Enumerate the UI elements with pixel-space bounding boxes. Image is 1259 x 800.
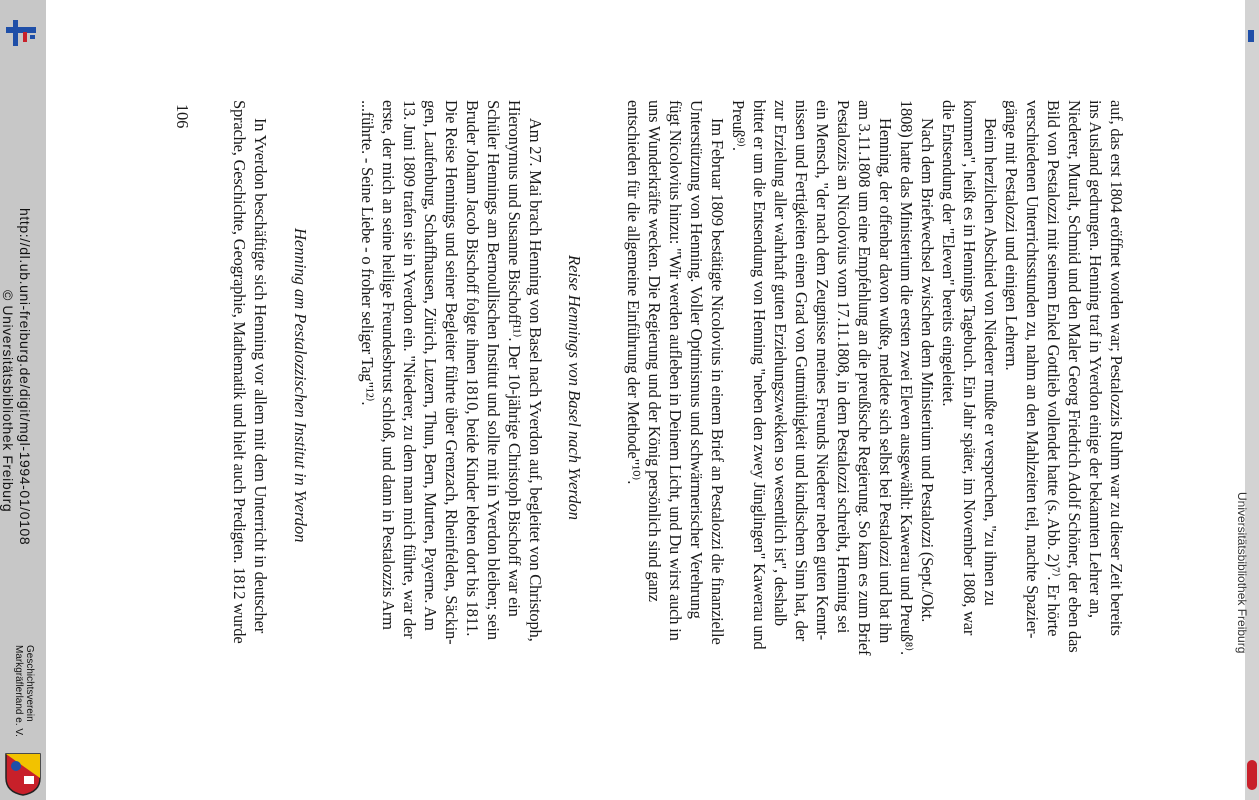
text-line: Die Reise Hennings und seiner Begleiter führte über Grenzach, Rheinfelden, Säckin- xyxy=(442,100,461,645)
text-line: Schüler Hennings am Bernoullischen Institut und sollte mit in Yverdon bleiben; sein xyxy=(484,100,503,640)
text-line: Bruder Johann Jacob Bischoff folgte ihnen 1810, beide Kinder lebten dort bis 1811. xyxy=(463,100,482,637)
text-line: Am 27. Mai brach Henning von Basel nach Yverdon auf, begleitet von Christoph, xyxy=(526,118,545,642)
text-line: Henning, der offenbar davon wußte, meldete sich selbst bei Pestalozzi und bat ihn xyxy=(876,118,895,644)
section-heading: Reise Hennings von Basel nach Yverdon xyxy=(565,255,584,521)
crest-logo-icon xyxy=(4,752,42,796)
page-number: 106 xyxy=(173,104,192,129)
text-line: nissen und Fertigkeiten einen Grad von Gutmüthigkeit und kindischem Sinn hat, der xyxy=(792,100,811,642)
library-logo-icon xyxy=(6,18,36,48)
text-line: Beim herzlichen Abschied von Niederer mußte er versprechen, "zu ihnen zu xyxy=(981,118,1000,606)
source-url[interactable]: http://dl.ub.uni-freiburg.de/digit/mgl-1994-01/0108 xyxy=(17,208,33,546)
text-line: ...führte. - Seine Liebe - o froher seliger Tag"¹²⁾. xyxy=(358,100,377,406)
text-line: die Entsendung der "Eleven" bereits eingeleitet. xyxy=(939,100,958,407)
text-line: gen, Laufenburg, Schaffhausen, Zürich, Luzern, Thun, Bern, Murten, Payerne. Am xyxy=(421,100,440,631)
society-name: Geschichtsverein xyxy=(24,645,35,722)
text-line: kommen", heißt es in Hennings Tagebuch. Ein Jahr später, im November 1808, war xyxy=(960,100,979,636)
text-line: gänge mit Pestalozzi und einigen Lehrern. xyxy=(1002,100,1021,371)
text-line: Nach dem Briefwechsel zwischen dem Ministerium und Pestalozzi (Sept./Okt. xyxy=(918,118,937,623)
copyright-notice: © Universitätsbibliothek Freiburg xyxy=(0,290,16,513)
text-line: ins Ausland gedrungen. Henning traf in Yverdon einige der bekannten Lehrer an, xyxy=(1086,100,1105,618)
text-line: entschieden für die allgemeine Einführung der Methode"¹⁰⁾. xyxy=(624,100,643,485)
text-line: Hieronymus und Susanne Bischoff¹¹⁾. Der 10-jährige Christoph Bischoff war ein xyxy=(505,100,524,617)
text-line: Pestalozzis an Nicolovius vom 17.11.1808, in dem Pestalozzi schreibt, Henning sei xyxy=(834,100,853,634)
text-line: Niederer, Muralt, Schmid und den Maler Georg Friedrich Adolf Schöner, der eben das xyxy=(1065,100,1084,653)
text-line: 1808) hatte das Ministerium die ersten zwei Eleven ausgewählt: Kawerau und Preuß⁸⁾. xyxy=(897,100,916,655)
text-line: fügt Nicolovius hinzu: "Wir werden aufleben in Deinem Licht, und Du wirst auch in xyxy=(666,100,685,641)
text-line: zur Erzielung aller wahrhaft guten Erziehungszwekken so wesentlich ist", deshalb xyxy=(771,100,790,626)
text-line: auf, das erst 1804 eröffnet worden war; Pestalozzis Ruhm war zu dieser Zeit bereits xyxy=(1107,100,1126,636)
society-name-line2: Markgräflerland e. V. xyxy=(13,645,24,737)
section-heading: Henning am Pestalozzischen Institut in Yverdon xyxy=(291,228,310,543)
right-crest-fragment-icon xyxy=(1247,760,1257,790)
right-sidebar xyxy=(1245,0,1259,800)
text-line: Im Februar 1809 bestätigte Nicolovius in einem Brief an Pestalozzi die finanzielle xyxy=(708,118,727,645)
text-line: 13. Juni 1809 trafen sie in Yverdon ein. "Niederer, zu dem man mich führte, war der xyxy=(400,100,419,639)
watermark-fragment: Universitätsbibliothek Freiburg xyxy=(1235,492,1249,654)
text-line: Unterstützung von Henning. Voller Optimismus und schwärmerischer Verehrung xyxy=(687,100,706,619)
text-line: Sprache, Geschichte, Geographie, Mathematik und hielt auch Predigten. 1812 wurde xyxy=(230,100,249,644)
text-line: ein Mensch, "der nach dem Zeugnisse meines Freunds Niederer neben guten Kennt- xyxy=(813,100,832,641)
text-line: bittet er um die Entsendung von Henning "neben den zwey Jünglingen" Kawerau und xyxy=(750,100,769,650)
text-line: Preuß⁹⁾. xyxy=(729,100,748,151)
text-line: am 3.11.1808 um eine Empfehlung an die preußische Regierung. So kam es zum Brief xyxy=(855,100,874,656)
text-line: In Yverdon beschäftigte sich Henning vor allem mit dem Unterricht in deutscher xyxy=(251,118,270,634)
text-line: uns Wunderkräfte wecken. Die Regierung und der König persönlich sind ganz xyxy=(645,100,664,602)
right-logo-fragment-icon xyxy=(1248,30,1254,42)
text-line: erste, der mich an seine heilige Freundesbrust schloß, und dann in Pestalozzis Arm xyxy=(379,100,398,630)
text-line: Bild von Pestalozzi mit seinem Enkel Gottlieb vollendet hatte (s. Abb. 2)⁷⁾. Er hörte xyxy=(1044,100,1063,637)
text-line: verschiedenen Unterrichtsstunden zu, nahm an den Mahlzeiten teil, machte Spazier- xyxy=(1023,100,1042,639)
